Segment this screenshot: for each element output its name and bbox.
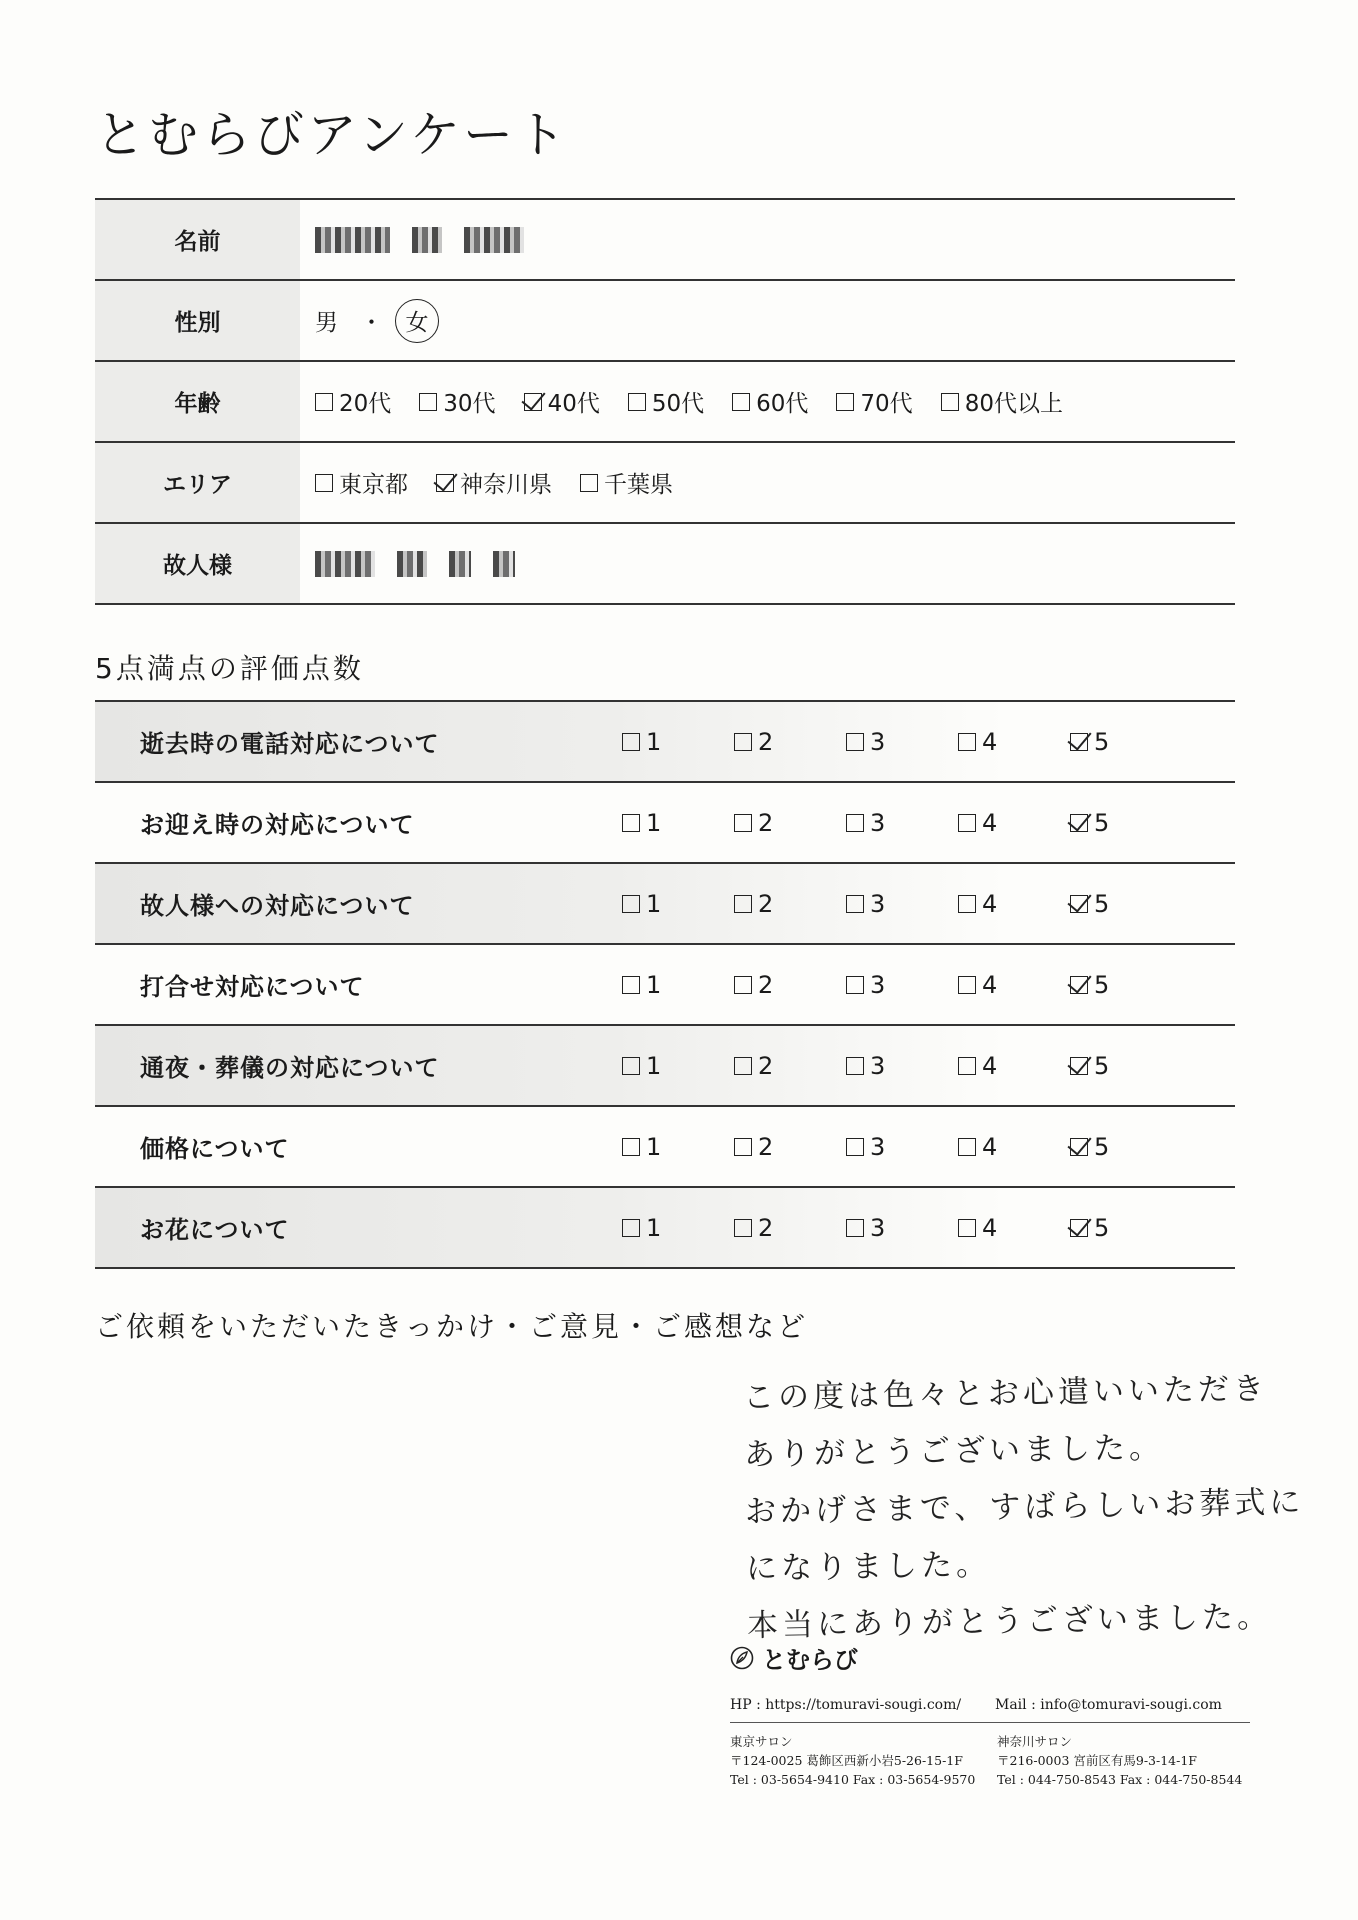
rating-value: 3 (870, 808, 886, 837)
comment-line: ありがとうございました。 (743, 1429, 1165, 1473)
redaction-block (315, 227, 390, 253)
footer-rule (730, 1722, 1250, 1723)
area-row (95, 443, 1235, 522)
checkbox[interactable] (734, 1138, 752, 1156)
checkbox[interactable] (580, 474, 598, 492)
rating-option-5[interactable] (1070, 1133, 1182, 1161)
checkbox-checked[interactable] (1070, 976, 1088, 994)
age-option-80plus[interactable]: 80代以上 (941, 385, 1063, 418)
rating-value: 1 (646, 1051, 662, 1080)
checkbox[interactable] (315, 393, 333, 411)
checkbox[interactable] (315, 474, 333, 492)
checkbox[interactable] (958, 1219, 976, 1237)
rating-question: 故人様への対応について (140, 892, 415, 920)
checkbox[interactable] (734, 895, 752, 913)
rating-value: 1 (646, 1132, 662, 1161)
kanagawa-salon-phone: Tel : 044-750-8543 Fax : 044-750-8544 (997, 1772, 1243, 1787)
rating-value: 5 (1094, 1132, 1110, 1161)
rating-options (622, 945, 1182, 1024)
checkbox[interactable] (734, 1219, 752, 1237)
rating-row (95, 702, 1235, 781)
rating-option-5[interactable] (1070, 809, 1182, 837)
area-option-kanagawa[interactable]: 神奈川県 (436, 466, 552, 499)
age-option-40[interactable]: 40代 (524, 385, 600, 418)
redaction-block (449, 551, 471, 577)
checkbox-checked[interactable] (1070, 1138, 1088, 1156)
checkbox[interactable] (958, 1057, 976, 1075)
age-option-30[interactable]: 30代 (419, 385, 495, 418)
rating-value: 4 (982, 727, 998, 756)
rating-value: 5 (1094, 1213, 1110, 1242)
rating-option-5[interactable] (1070, 971, 1182, 999)
checkbox-checked[interactable] (436, 474, 454, 492)
rating-option-2[interactable] (734, 728, 846, 756)
rating-options (622, 1107, 1182, 1186)
tokyo-salon-phone: Tel : 03-5654-9410 Fax : 03-5654-9570 (730, 1772, 976, 1787)
redaction-block (315, 551, 375, 577)
checkbox[interactable] (958, 895, 976, 913)
rating-value: 3 (870, 1213, 886, 1242)
checkbox-checked[interactable] (1070, 1219, 1088, 1237)
checkbox-checked[interactable] (1070, 895, 1088, 913)
rating-value: 3 (870, 1132, 886, 1161)
checkbox-checked[interactable] (1070, 814, 1088, 832)
rating-option-3[interactable] (846, 971, 958, 999)
rating-option-4[interactable] (958, 971, 1070, 999)
rating-option-4[interactable] (958, 890, 1070, 918)
rating-value: 5 (1094, 889, 1110, 918)
rating-value: 4 (982, 1051, 998, 1080)
redaction-block (464, 227, 524, 253)
page-title: とむらびアンケート (95, 106, 569, 164)
rating-value: 2 (758, 889, 774, 918)
deceased-row (95, 524, 1235, 603)
comment-line: おかげさまで、すばらしいお葬式に (744, 1484, 1305, 1530)
checkbox[interactable] (958, 733, 976, 751)
table-bottom-rule (95, 603, 1235, 605)
rating-option-1[interactable] (622, 809, 734, 837)
rating-option-1[interactable] (622, 1214, 734, 1242)
rating-value: 5 (1094, 727, 1110, 756)
rating-question: 逝去時の電話対応について (140, 730, 440, 758)
checkbox[interactable] (622, 895, 640, 913)
comment-line: になりました。 (745, 1546, 992, 1587)
rating-option-5[interactable] (1070, 728, 1182, 756)
rating-option-3[interactable] (846, 890, 958, 918)
checkbox[interactable] (734, 814, 752, 832)
rating-value: 5 (1094, 1051, 1110, 1080)
checkbox[interactable] (836, 393, 854, 411)
rating-question: お迎え時の対応について (140, 811, 415, 839)
rating-row (95, 1107, 1235, 1186)
rating-row (95, 783, 1235, 862)
checkbox[interactable] (628, 393, 646, 411)
brand-name: とむらび (762, 1646, 858, 1674)
gender-female-circled[interactable]: 女 (395, 299, 439, 343)
rating-value: 3 (870, 889, 886, 918)
rating-value: 4 (982, 1132, 998, 1161)
rating-value: 4 (982, 970, 998, 999)
checkbox[interactable] (941, 393, 959, 411)
mail-link[interactable]: Mail : info@tomuravi-sougi.com (995, 1697, 1222, 1713)
kanagawa-salon-address: 〒216-0003 宮前区有馬9-3-14-1F (997, 1753, 1197, 1768)
name-row (95, 200, 1235, 279)
redaction-block (412, 227, 442, 253)
rating-options (622, 1026, 1182, 1105)
tokyo-salon-address: 〒124-0025 葛飾区西新小岩5-26-15-1F (730, 1753, 963, 1768)
checkbox[interactable] (846, 976, 864, 994)
rating-question: お花について (140, 1216, 290, 1244)
area-options (315, 443, 1235, 522)
checkbox[interactable] (846, 895, 864, 913)
kanagawa-salon-info (997, 1732, 1242, 1789)
checkbox[interactable] (846, 1219, 864, 1237)
kanagawa-salon-name: 神奈川サロン (997, 1734, 1073, 1749)
checkbox[interactable] (846, 1057, 864, 1075)
rating-value: 3 (870, 970, 886, 999)
rating-option-1[interactable] (622, 1133, 734, 1161)
rating-option-2[interactable] (734, 1133, 846, 1161)
checkbox[interactable] (622, 976, 640, 994)
rating-option-3[interactable] (846, 1052, 958, 1080)
area-option-tokyo[interactable]: 東京都 (315, 466, 408, 499)
homepage-link[interactable]: HP : https://tomuravi-sougi.com/ (730, 1697, 962, 1713)
rating-option-2[interactable] (734, 1214, 846, 1242)
rating-section-title: 5点満点の評価点数 (95, 652, 364, 685)
area-option-chiba[interactable]: 千葉県 (580, 466, 673, 499)
rating-option-2[interactable] (734, 1052, 846, 1080)
age-options (315, 362, 1235, 441)
rating-value: 1 (646, 1213, 662, 1242)
rating-question: 通夜・葬儀の対応について (140, 1054, 440, 1082)
age-option-60[interactable]: 60代 (732, 385, 808, 418)
rating-value: 4 (982, 889, 998, 918)
area-label: エリア (95, 443, 300, 522)
checkbox[interactable] (958, 976, 976, 994)
comments-section-title: ご依頼をいただいたきっかけ・ご意見・ご感想など (95, 1310, 809, 1343)
rating-option-5[interactable] (1070, 1214, 1182, 1242)
handwritten-comment (743, 1360, 1318, 1655)
checkbox[interactable] (846, 1138, 864, 1156)
checkbox[interactable] (846, 814, 864, 832)
checkbox[interactable] (732, 393, 750, 411)
rating-question: 打合せ対応について (140, 973, 365, 1001)
rating-value: 2 (758, 1213, 774, 1242)
rating-option-4[interactable] (958, 728, 1070, 756)
checkbox[interactable] (734, 1057, 752, 1075)
leaf-logo-icon (730, 1646, 754, 1670)
rating-value: 4 (982, 808, 998, 837)
rating-options (622, 783, 1182, 862)
rating-value: 3 (870, 727, 886, 756)
comment-line: この度は色々とお心遣いいただき (742, 1370, 1269, 1416)
checkbox[interactable] (622, 814, 640, 832)
row-rule (95, 1267, 1235, 1269)
rating-value: 2 (758, 1132, 774, 1161)
deceased-label: 故人様 (95, 524, 300, 603)
age-option-20[interactable]: 20代 (315, 385, 391, 418)
age-row (95, 362, 1235, 441)
name-label: 名前 (95, 200, 300, 279)
rating-value: 1 (646, 808, 662, 837)
name-value-redacted (315, 200, 1235, 279)
rating-value: 5 (1094, 808, 1110, 837)
checkbox[interactable] (622, 1138, 640, 1156)
gender-separator: ・ (360, 310, 383, 336)
rating-option-1[interactable] (622, 971, 734, 999)
rating-option-4[interactable] (958, 1214, 1070, 1242)
rating-option-2[interactable] (734, 971, 846, 999)
checkbox[interactable] (622, 1057, 640, 1075)
rating-option-4[interactable] (958, 1052, 1070, 1080)
rating-option-5[interactable] (1070, 1052, 1182, 1080)
gender-options (315, 281, 1235, 360)
rating-question: 価格について (140, 1135, 290, 1163)
rating-option-1[interactable] (622, 1052, 734, 1080)
age-option-70[interactable]: 70代 (836, 385, 912, 418)
rating-row (95, 1188, 1235, 1267)
gender-label: 性別 (95, 281, 300, 360)
age-option-50[interactable]: 50代 (628, 385, 704, 418)
rating-option-4[interactable] (958, 809, 1070, 837)
gender-row (95, 281, 1235, 360)
rating-value: 2 (758, 1051, 774, 1080)
checkbox[interactable] (419, 393, 437, 411)
checkbox[interactable] (622, 1219, 640, 1237)
rating-value: 1 (646, 970, 662, 999)
redaction-block (397, 551, 427, 577)
rating-row (95, 864, 1235, 943)
rating-value: 2 (758, 727, 774, 756)
checkbox[interactable] (846, 733, 864, 751)
rating-value: 1 (646, 727, 662, 756)
rating-option-1[interactable] (622, 890, 734, 918)
checkbox[interactable] (958, 814, 976, 832)
rating-option-3[interactable] (846, 728, 958, 756)
checkbox[interactable] (734, 976, 752, 994)
rating-option-3[interactable] (846, 1133, 958, 1161)
checkbox[interactable] (734, 733, 752, 751)
rating-row (95, 1026, 1235, 1105)
rating-option-2[interactable] (734, 890, 846, 918)
rating-option-3[interactable] (846, 809, 958, 837)
rating-option-1[interactable] (622, 728, 734, 756)
rating-value: 4 (982, 1213, 998, 1242)
checkbox[interactable] (622, 733, 640, 751)
rating-row (95, 945, 1235, 1024)
rating-value: 2 (758, 808, 774, 837)
age-label: 年齢 (95, 362, 300, 441)
rating-option-4[interactable] (958, 1133, 1070, 1161)
redaction-block (493, 551, 515, 577)
rating-options (622, 702, 1182, 781)
deceased-value-redacted (315, 524, 1235, 603)
rating-option-2[interactable] (734, 809, 846, 837)
checkbox-checked[interactable] (1070, 1057, 1088, 1075)
rating-option-5[interactable] (1070, 890, 1182, 918)
rating-options (622, 1188, 1182, 1267)
comment-line: 本当にありがとうございました。 (746, 1598, 1273, 1644)
gender-male[interactable]: 男 (315, 310, 338, 336)
rating-value: 3 (870, 1051, 886, 1080)
rating-value: 1 (646, 889, 662, 918)
brand-logo (730, 1640, 858, 1675)
checkbox-checked[interactable] (1070, 733, 1088, 751)
checkbox[interactable] (958, 1138, 976, 1156)
rating-option-3[interactable] (846, 1214, 958, 1242)
checkbox-checked[interactable] (524, 393, 542, 411)
tokyo-salon-name: 東京サロン (730, 1734, 793, 1749)
tokyo-salon-info (730, 1732, 975, 1789)
rating-options (622, 864, 1182, 943)
rating-value: 5 (1094, 970, 1110, 999)
rating-value: 2 (758, 970, 774, 999)
